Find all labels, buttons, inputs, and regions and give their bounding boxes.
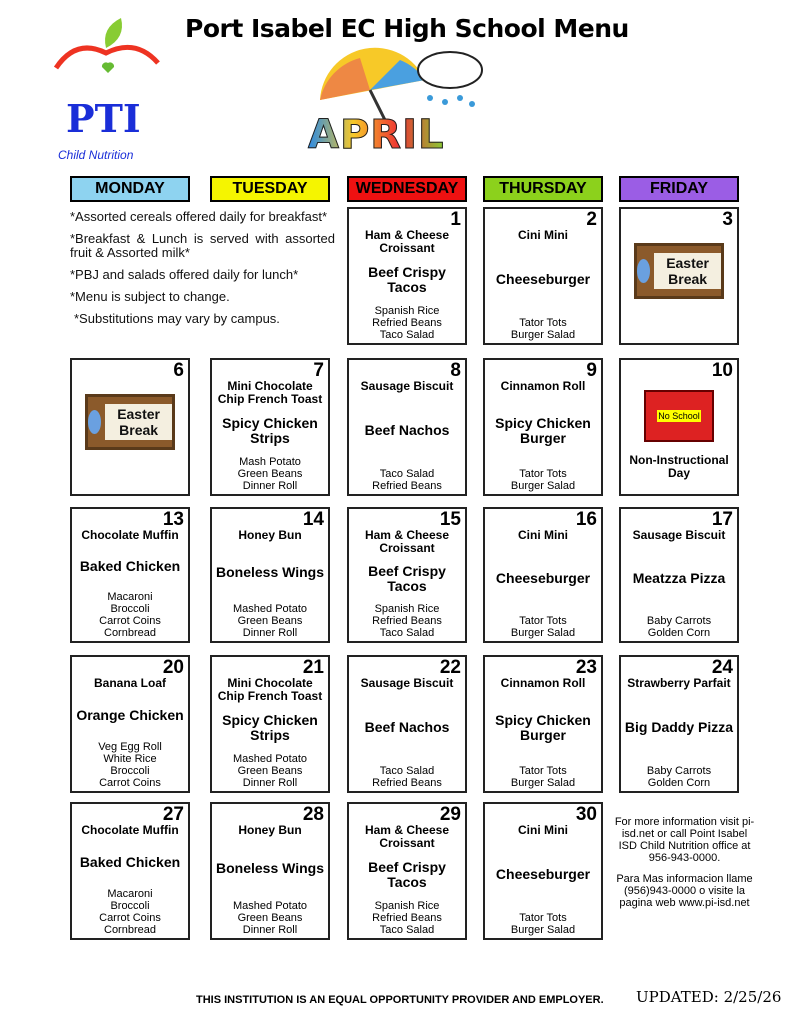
day-number: 1 (450, 209, 461, 230)
breakfast-item: Sausage Biscuit (360, 676, 454, 690)
day-number: 29 (439, 804, 461, 825)
side-items: Taco Salad Refried Beans (372, 765, 442, 789)
breakfast-item: Mini Chocolate Chip French Toast (217, 379, 323, 406)
main-entree: Orange Chicken (76, 707, 184, 723)
day-cell (483, 358, 603, 496)
day-number: 9 (586, 360, 597, 381)
contact-info (612, 816, 757, 909)
main-entree: Beef Crispy Tacos (368, 563, 446, 594)
side-items: Tator Tots Burger Salad (510, 468, 576, 492)
day-number: 10 (711, 360, 733, 381)
main-entree: Boneless Wings (215, 860, 324, 876)
day-cell (347, 655, 467, 793)
side-items: Mash Potato Green Beans Dinner Roll (237, 456, 303, 492)
side-items: Taco Salad Refried Beans (372, 468, 442, 492)
day-header-monday: MONDAY (70, 176, 190, 202)
day-header-tuesday: TUESDAY (210, 176, 330, 202)
menu-notes (70, 210, 335, 334)
breakfast-item: Cinnamon Roll (500, 379, 586, 393)
day-cell (619, 358, 739, 496)
umbrella-cloud-icon (300, 40, 500, 120)
side-items: Tator Tots Burger Salad (510, 317, 576, 341)
note: *PBJ and salads offered daily for lunch* (70, 267, 299, 282)
apple-icon (46, 18, 166, 98)
day-number: 8 (450, 360, 461, 381)
day-number: 7 (313, 360, 324, 381)
note: *Menu is subject to change. (70, 289, 230, 304)
day-cell (210, 358, 330, 496)
day-number: 16 (575, 509, 597, 530)
breakfast-item: Cini Mini (518, 528, 568, 542)
breakfast-item: Cinnamon Roll (500, 676, 586, 690)
day-cell (347, 207, 467, 345)
side-items: Veg Egg Roll White Rice Broccoli Carrot Coins (98, 741, 162, 789)
easter-break-sign (85, 394, 175, 450)
day-cell (619, 207, 739, 345)
logo-subtitle: Child Nutrition (58, 148, 134, 162)
day-cell (210, 802, 330, 940)
side-items: Macaroni Broccoli Carrot Coins Cornbread (99, 888, 161, 936)
month-title: APRIL (308, 112, 445, 158)
day-number: 24 (711, 657, 733, 678)
main-entree: Beef Nachos (364, 719, 450, 735)
main-entree: Beef Nachos (364, 422, 450, 438)
day-header-wednesday: WEDNESDAY (347, 176, 467, 202)
side-items: Spanish Rice Refried Beans Taco Salad (372, 305, 442, 341)
day-number: 21 (302, 657, 324, 678)
side-items: Tator Tots Burger Salad (510, 912, 576, 936)
note: *Substitutions may vary by campus. (74, 311, 280, 326)
day-number: 15 (439, 509, 461, 530)
breakfast-item: Honey Bun (238, 528, 302, 542)
easter-egg-icon (88, 410, 101, 434)
side-items: Tator Tots Burger Salad (510, 765, 576, 789)
day-number: 30 (575, 804, 597, 825)
side-items: Mashed Potato Green Beans Dinner Roll (233, 753, 307, 789)
page-title: Port Isabel EC High School Menu (185, 14, 629, 43)
day-cell (70, 358, 190, 496)
breakfast-item: Ham & Cheese Croissant (364, 528, 450, 555)
breakfast-item: Ham & Cheese Croissant (364, 823, 450, 850)
day-header-thursday: THURSDAY (483, 176, 603, 202)
april-banner (300, 40, 500, 175)
day-number: 17 (711, 509, 733, 530)
info-english: For more information visit pi-isd.net or call Point Isabel ISD Child Nutrition office at 956-943-0000. (614, 816, 755, 864)
breakfast-item: Sausage Biscuit (632, 528, 726, 542)
day-cell (347, 358, 467, 496)
main-entree: Cheeseburger (495, 271, 591, 287)
day-number: 28 (302, 804, 324, 825)
day-cell (619, 507, 739, 643)
main-entree: Big Daddy Pizza (624, 719, 734, 735)
day-cell (483, 655, 603, 793)
day-number: 6 (173, 360, 184, 381)
main-entree: Beef Crispy Tacos (368, 264, 446, 295)
note: *Breakfast & Lunch is served with assorted fruit & Assorted milk* (70, 231, 335, 260)
main-entree: Meatzza Pizza (632, 570, 726, 586)
day-cell (347, 507, 467, 643)
side-items: Mashed Potato Green Beans Dinner Roll (233, 603, 307, 639)
day-cell (70, 655, 190, 793)
day-cell (210, 655, 330, 793)
main-entree: Beef Crispy Tacos (368, 859, 446, 890)
day-cell (619, 655, 739, 793)
day-cell (483, 207, 603, 345)
breakfast-item: Mini Chocolate Chip French Toast (217, 676, 323, 703)
day-cell (483, 802, 603, 940)
main-entree: Spicy Chicken Burger (495, 414, 591, 446)
day-number: 3 (722, 209, 733, 230)
breakfast-item: Chocolate Muffin (81, 528, 179, 542)
main-entree: Baked Chicken (79, 854, 181, 870)
day-cell (70, 507, 190, 643)
main-entree: Spicy Chicken Strips (222, 415, 318, 446)
main-entree: Baked Chicken (79, 558, 181, 574)
day-number: 23 (575, 657, 597, 678)
sign-text: Easter Break (654, 253, 721, 289)
breakfast-item: Chocolate Muffin (81, 823, 179, 837)
sign-text: Easter Break (105, 404, 172, 440)
day-number: 2 (586, 209, 597, 230)
breakfast-item: Strawberry Parfait (627, 676, 731, 690)
breakfast-item: Ham & Cheese Croissant (364, 228, 450, 255)
day-cell (347, 802, 467, 940)
footer-statement: THIS INSTITUTION IS AN EQUAL OPPORTUNITY PROVIDER AND EMPLOYER. (196, 994, 604, 1006)
main-entree: Spicy Chicken Burger (495, 711, 591, 743)
side-items: Spanish Rice Refried Beans Taco Salad (372, 603, 442, 639)
day-number: 14 (302, 509, 324, 530)
breakfast-item: Banana Loaf (93, 676, 166, 690)
breakfast-item: Sausage Biscuit (360, 379, 454, 393)
side-items: Baby Carrots Golden Corn (646, 765, 712, 789)
info-spanish: Para Mas informacion llame (956)943-0000 o visite la pagina web www.pi-isd.net (616, 873, 753, 909)
day-number: 13 (162, 509, 184, 530)
main-entree: Boneless Wings (215, 564, 324, 580)
easter-egg-icon (637, 259, 650, 283)
side-items: Macaroni Broccoli Carrot Coins Cornbread (99, 591, 161, 639)
day-number: 27 (162, 804, 184, 825)
pti-logo (46, 18, 166, 168)
updated-date: UPDATED: 2/25/26 (636, 988, 782, 1006)
breakfast-item: Cini Mini (518, 228, 568, 242)
side-items: Mashed Potato Green Beans Dinner Roll (233, 900, 307, 936)
day-cell (70, 802, 190, 940)
day-number: 22 (439, 657, 461, 678)
side-items: Baby Carrots Golden Corn (646, 615, 712, 639)
day-cell (483, 507, 603, 643)
schoolhouse-icon (644, 390, 714, 442)
breakfast-item: Cini Mini (518, 823, 568, 837)
main-entree: Cheeseburger (495, 866, 591, 882)
day-cell (210, 507, 330, 643)
main-entree: Non-Instructional Day (629, 453, 729, 480)
breakfast-item: Honey Bun (238, 823, 302, 837)
day-header-friday: FRIDAY (619, 176, 739, 202)
day-number: 20 (162, 657, 184, 678)
side-items: Spanish Rice Refried Beans Taco Salad (372, 900, 442, 936)
side-items: Tator Tots Burger Salad (510, 615, 576, 639)
main-entree: Cheeseburger (495, 570, 591, 586)
main-entree: Spicy Chicken Strips (222, 712, 318, 743)
no-school-label: No School (658, 411, 700, 421)
logo-text: PTI (66, 96, 141, 141)
note: *Assorted cereals offered daily for breakfast* (70, 209, 328, 224)
easter-break-sign (634, 243, 724, 299)
